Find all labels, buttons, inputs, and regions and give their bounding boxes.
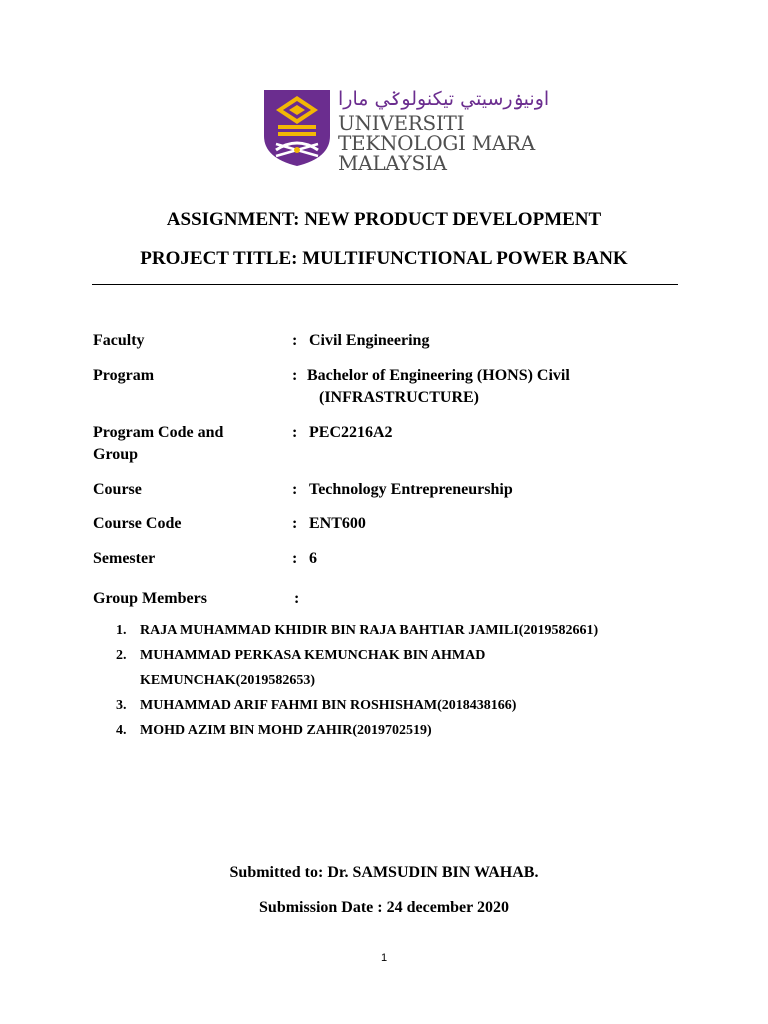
program-colon: :: [292, 367, 298, 384]
program-code-value: PEC2216A2: [309, 424, 393, 441]
member-number: 4.: [116, 723, 127, 738]
program-label: Program: [93, 367, 155, 384]
member-name: MUHAMMAD ARIF FAHMI BIN ROSHISHAM(2018438166): [140, 698, 517, 713]
page-number: 1: [380, 952, 388, 964]
course-code-colon: :: [292, 515, 298, 532]
course-code-value: ENT600: [309, 515, 366, 532]
assignment-title: ASSIGNMENT: NEW PRODUCT DEVELOPMENT: [166, 209, 602, 230]
member-number: 2.: [116, 648, 127, 663]
program-value-line1: Bachelor of Engineering (HONS) Civil: [307, 367, 570, 384]
uitm-logo: [262, 88, 550, 175]
logo-text-universiti: UNIVERSITI: [338, 111, 465, 135]
course-code-label: Course Code: [93, 515, 182, 532]
member-name: KEMUNCHAK(2019582653): [140, 673, 315, 688]
member-number: 1.: [116, 623, 127, 638]
submission-date: Submission Date : 24 december 2020: [259, 899, 509, 916]
faculty-colon: :: [292, 332, 298, 349]
member-number: 3.: [116, 698, 127, 713]
uitm-crest-icon: [262, 88, 332, 168]
faculty-label: Faculty: [93, 332, 145, 349]
member-name: MOHD AZIM BIN MOHD ZAHIR(2019702519): [140, 723, 432, 738]
semester-label: Semester: [93, 550, 156, 567]
submitted-to: Submitted to: Dr. SAMSUDIN BIN WAHAB.: [229, 864, 539, 881]
member-name: MUHAMMAD PERKASA KEMUNCHAK BIN AHMAD: [140, 648, 486, 663]
logo-jawi-text: اونيۏرسيتي تيکنولوݢي مارا: [338, 88, 550, 110]
title-divider: [92, 284, 678, 285]
faculty-value: Civil Engineering: [309, 332, 430, 349]
group-members-label: Group Members: [93, 590, 207, 607]
course-value: Technology Entrepreneurship: [309, 481, 513, 498]
course-label: Course: [93, 481, 142, 498]
logo-text-teknologi-mara: TEKNOLOGI MARA: [338, 131, 535, 155]
project-title: PROJECT TITLE: MULTIFUNCTIONAL POWER BANK: [140, 248, 628, 269]
member-name: RAJA MUHAMMAD KHIDIR BIN RAJA BAHTIAR JAMILI(2019582661): [140, 623, 599, 638]
logo-text-malaysia: MALAYSIA: [338, 151, 447, 175]
semester-value: 6: [309, 550, 317, 567]
program-code-label-line2: Group: [93, 446, 139, 463]
program-value-line2: (INFRASTRUCTURE): [319, 389, 480, 406]
program-code-colon: :: [292, 424, 298, 441]
program-code-label-line1: Program Code and: [93, 424, 224, 441]
course-colon: :: [292, 481, 298, 498]
group-members-colon: :: [294, 590, 300, 607]
semester-colon: :: [292, 550, 298, 567]
